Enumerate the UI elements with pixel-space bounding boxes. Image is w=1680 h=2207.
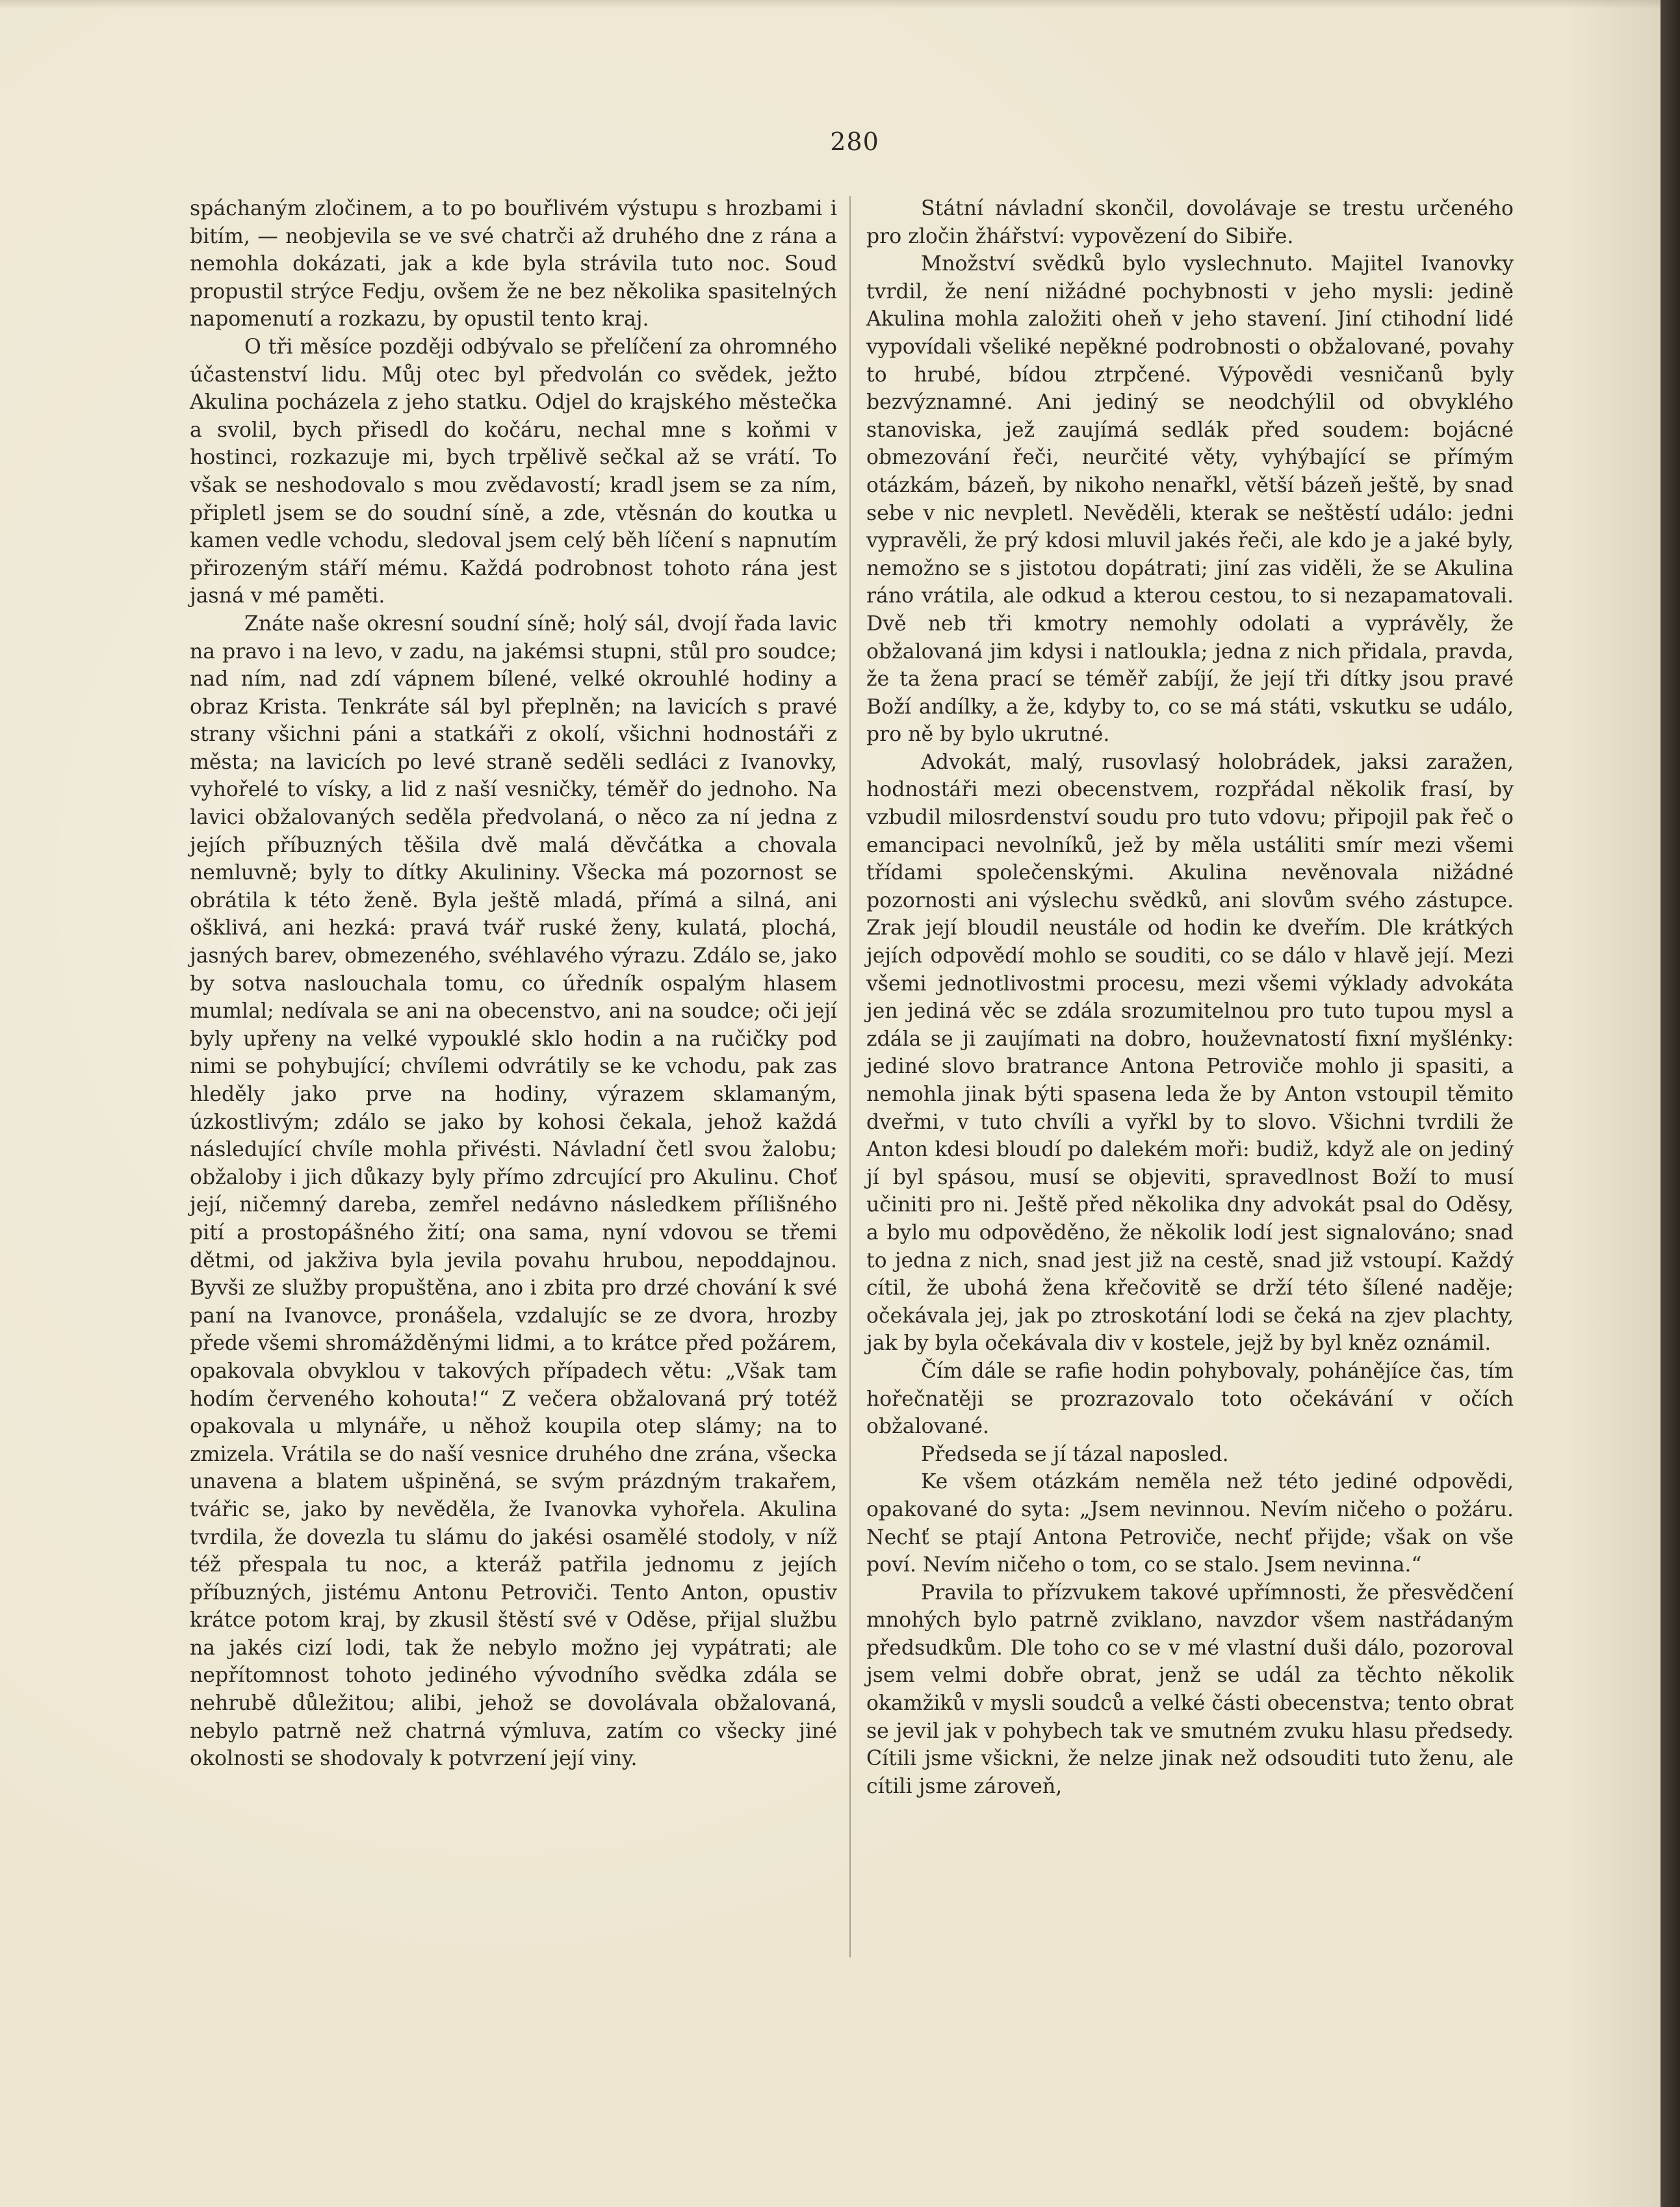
paragraph: Státní návladní skončil, dovolávaje se trestu určeného pro zločin žhářství: vypovězení do Sibiře. (866, 197, 1514, 248)
paragraph: Pravila to přízvukem takové upřímnosti, že přesvědčení mnohých bylo patrně zviklano, navzdor všem nastřádaným předsudkům. Dle toho co se v mé vlastní duši dálo, pozoroval jsem velmi dobře obrat, jenž se udál za těchto několik okamžiků v mysli soudců a velké části obecenstva; tento obrat se jevil jak v pohybech tak ve smutném zvuku hlasu předsedy. Cítili jsme všickni, že nelze jinak než odsouditi tuto ženu, ale cítili jsme zároveň, (866, 1581, 1514, 1798)
page-number: 280 (830, 127, 879, 156)
column-divider (849, 196, 851, 1957)
paragraph: Advokát, malý, rusovlasý holobrádek, jaksi zaražen, hodnostáři mezi obecenstvem, rozpřádal několik frasí, by vzbudil milosrdenství soudu pro tuto vdovu; připojil pak řeč o emancipaci nevolníků, jež by měla ustáliti smír mezi všemi třídami společenskými. Akulina nevěnovala nižádné pozornosti ani výslechu svědků, ani slovům svého zástupce. Zrak její bloudil neustále od hodin ke dveřím. Dle krátkých jejích odpovědí mohlo se souditi, co se dálo v hlavě její. Mezi všemi jednotlivostmi procesu, mezi všemi výklady advokáta jen jediná věc se zdála srozumitelnou pro tuto tupou mysl a zdála se ji zaujímati na dobro, houževnatostí fixní myšlénky: jediné slovo bratrance Antona Petroviče mohlo ji spasiti, a nemohla jinak býti spasena leda že by Anton vstoupil těmito dveřmi, v tuto chvíli a vyřkl by to slovo. Všichni tvrdili že Anton kdesi bloudí po dalekém moři: budiž, když ale on jediný jí byl spásou, musí se objeviti, spravedlnost Boží to musí učiniti pro ni. Ještě před několika dny advokát psal do Oděsy, a bylo mu odpověděno, že několik lodí jest signalováno; snad to jedna z nich, snad jest již na cestě, snad již vstoupí. Každý cítil, že ubohá žena křečovitě se drží této šílené naděje; očekávala jej, jak po ztroskotání lodi se čeká na zjev plachty, jak by byla očekávala div v kostele, jejž by byl kněz oznámil. (866, 750, 1514, 1356)
paragraph: O tři měsíce později odbývalo se přelíčení za ohromného účastenství lidu. Můj otec byl předvolán co svědek, ježto Akulina pocházela z jeho statku. Odjel do krajského městečka a svolil, bych přisedl do kočáru, nechal mne s koňmi v hostinci, rozkazuje mi, bych trpělivě sečkal až se vrátí. To však se neshodovalo s mou zvědavostí; kradl jsem se za ním, připletl jsem se do soudní síně, a zde, vtěsnán do koutka u kamen vedle vchodu, sledoval jsem celý běh líčení s napnutím přirozeným stáří mému. Každá podrobnost tohoto rána jest jasná v mé paměti. (190, 335, 837, 608)
book-spine-edge (1661, 0, 1680, 2207)
right-column (866, 195, 1514, 1800)
paragraph: Čím dále se rafie hodin pohybovaly, pohánějíce čas, tím hořečnatěji se prozrazovalo toto očekávání v očích obžalované. (866, 1359, 1514, 1439)
paragraph: Ke všem otázkám neměla než této jediné odpovědi, opakované do syta: „Jsem nevinnou. Nevím ničeho o požáru. Nechť se ptají Antona Petroviče, nechť přijde; však on vše poví. Nevím ničeho o tom, co se stalo. Jsem nevinna.“ (866, 1470, 1514, 1577)
paragraph: Předseda se jí tázal naposled. (921, 1442, 1229, 1466)
left-column (190, 195, 837, 1773)
paragraph: spáchaným zločinem, a to po bouřlivém výstupu s hrozbami i bitím, — neobjevila se ve své chatrči až druhého dne z rána a nemohla dokázati, jak a kde byla strávila tuto noc. Soud propustil strýce Fedju, ovšem že ne bez několika spasitelných napomenutí a rozkazu, by opustil tento kraj. (190, 197, 837, 331)
page-top-shadow (0, 0, 1661, 9)
paragraph: Množství svědků bylo vyslechnuto. Majitel Ivanovky tvrdil, že není nižádné pochybnosti v jeho mysli: jedině Akulina mohla založiti oheň v jeho stavení. Jiní ctihodní lidé vypovídali všeliké nepěkné podrobnosti o obžalované, povahy to hrubé, bídou ztrpčené. Výpovědi vesničanů byly bezvýznamné. Ani jediný se neodchýlil od obvyklého stanoviska, jež zaujímá sedlák před soudem: bojácné obmezování řeči, neurčité věty, vyhýbající se přímým otázkám, bázeň, by nikoho nenařkl, větší bázeň ještě, by snad sebe v nic nevpletl. Nevěděli, kterak se neštěstí událo: jedni vypravěli, že prý kdosi mluvil jakés řeči, ale kdo je a jaké byly, nemožno se s jistotou dopátrati; jiní zas viděli, že se Akulina ráno vrátila, ale odkud a kterou cestou, to si nezapamatovali. Dvě neb tři kmotry nemohly odolati a vyprávěly, že obžalovaná jim kdysi i natloukla; jedna z nich přidala, pravda, že ta žena prací se téměř zabíjí, že její tři dítky jsou pravé Boží andílky, a že, kdyby to, co se má státi, vskutku se událo, pro ně by bylo ukrutné. (866, 252, 1514, 747)
paragraph: Znáte naše okresní soudní síně; holý sál, dvojí řada lavic na pravo i na levo, v zadu, na jakémsi stupni, stůl pro soudce; nad ním, nad zdí vápnem bílené, velké okrouhlé hodiny a obraz Krista. Tenkráte sál byl přeplněn; na lavicích s pravé strany všichni páni a statkáři z okolí, všichni hodnostáři z města; na lavicích po levé straně seděli sedláci z Ivanovky, vyhořelé to vísky, a lid z naší vesničky, téměř do jednoho. Na lavici obžalovaných seděla předvolaná, o něco za ní jedna z jejích příbuzných těšila dvě malá děvčátka a chovala nemluvně; byly to dítky Akulininy. Všecka má pozornost se obrátila k této ženě. Byla ještě mladá, přímá a silná, ani ošklivá, ani hezká: pravá tvář ruské ženy, kulatá, plochá, jasných barev, obmezeného, svéhlavého výrazu. Zdálo se, jako by sotva naslouchala tomu, co úředník ospalým hlasem mumlal; nedívala se ani na obecenstvo, ani na soudce; oči její byly upřeny na velké vypouklé sklo hodin a na ručičky pod nimi se pohybující; chvílemi odvrátily se ke vchodu, pak zas hleděly jako prve na hodiny, výrazem sklamaným, úzkostlivým; zdálo se jako by kohosi čekala, jehož každá následující chvíle mohla přivésti. Návladní četl svou žalobu; obžaloby i jich důkazy byly přímo zdrcující pro Akulinu. Choť její, ničemný dareba, zemřel nedávno následkem přílišného pití a prostopášného žití; ona sama, nyní vdovou se třemi dětmi, od jakživa byla jevila povahu hrubou, nepoddajnou. Byvši ze služby propuštěna, ano i zbita pro drzé chování k své paní na Ivanovce, pronášela, vzdalujíc se ze dvora, hrozby přede všemi shromážděnými lidmi, a to krátce před požárem, opakovala obvyklou v takových případech větu: „Však tam hodím červeného kohouta!“ Z večera obžalovaná prý totéž opakovala u mlynáře, u něhož koupila otep slámy; na to zmizela. Vrátila se do naší vesnice druhého dne zrána, všecka unavena a blatem ušpiněná, se svým prázdným trakařem, tvářic se, jako by nevěděla, že Ivanovka vyhořela. Akulina tvrdila, že dovezla tu slámu do jakési osamělé stodoly, v níž též přespala tu noc, a kteráž patřila jednomu z jejích příbuzných, jistému Antonu Petroviči. Tento Anton, opustiv krátce potom kraj, by zkusil štěstí své v Oděse, přijal službu na jakés cizí lodi, tak že nebylo možno jej vypátrati; ale nepřítomnost tohoto jediného vývodního svědka zdála se nehrubě důležitou; alibi, jehož se dovolávala obžalovaná, nebylo patrně než chatrná výmluva, zatím co všecky jiné okolnosti se shodovaly k potvrzení její viny. (190, 612, 837, 1771)
